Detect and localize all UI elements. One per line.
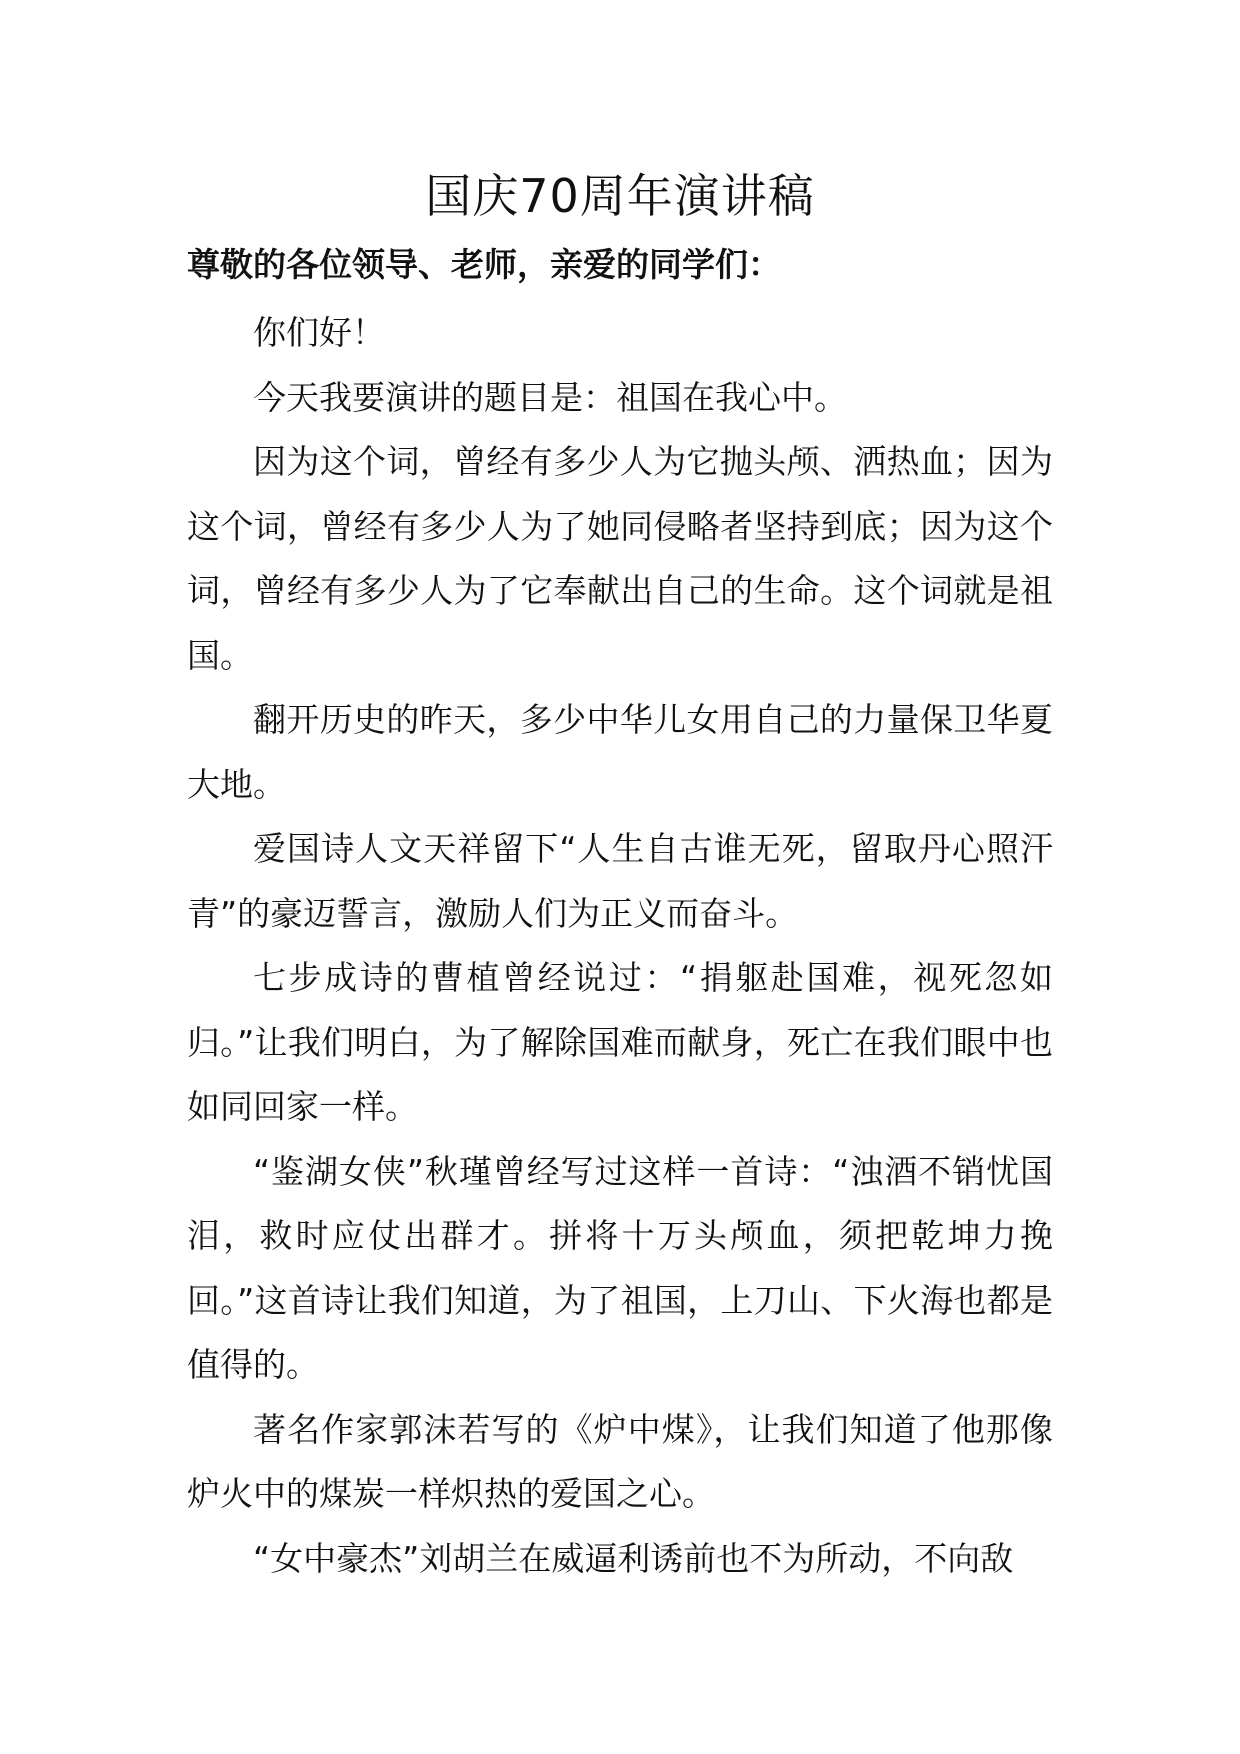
- paragraph-topic: 今天我要演讲的题目是：祖国在我心中。: [253, 377, 847, 417]
- paragraph-guo-moruo: 著名作家郭沫若写的《炉中煤》，让我们知道了他那像炉火中的煤炭一样炽热的爱国之心。: [187, 1409, 1053, 1513]
- paragraph-cao-zhi: 七步成诗的曹植曾经说过：“捐躯赴国难，视死忽如归。”让我们明白，为了解除国难而献身，死亡在我们眼中也如同回家一样。: [187, 958, 1053, 1126]
- salutation: 尊敬的各位领导、老师，亲爱的同学们：: [187, 245, 781, 284]
- paragraph-history: 翻开历史的昨天，多少中华儿女用自己的力量保卫华夏大地。: [187, 700, 1053, 804]
- paragraph-greeting: 你们好！: [253, 313, 385, 352]
- document-title: 国庆70周年演讲稿: [425, 169, 815, 223]
- paragraph-motherland: 因为这个词，曾经有多少人为它抛头颅、洒热血；因为这个词，曾经有多少人为了她同侵略者坚持到底；因为这个词，曾经有多少人为了它奉献出自己的生命。这个词就是祖国。: [187, 442, 1053, 675]
- paragraph-liu-hulan: “女中豪杰”刘胡兰在威逼利诱前也不为所动，不向敌: [253, 1538, 1014, 1578]
- body-text: [187, 301, 1053, 1591]
- paragraph-wen-tianxiang: 爱国诗人文天祥留下“人生自古谁无死，留取丹心照汗青”的豪迈誓言，激励人们为正义而奋斗。: [187, 829, 1053, 933]
- paragraph-qiu-jin: “鉴湖女侠”秋瑾曾经写过这样一首诗：“浊酒不销忧国泪，救时应仗出群才。拼将十万头颅血，须把乾坤力挽回。”这首诗让我们知道，为了祖国，上刀山、下火海也都是值得的。: [187, 1151, 1053, 1384]
